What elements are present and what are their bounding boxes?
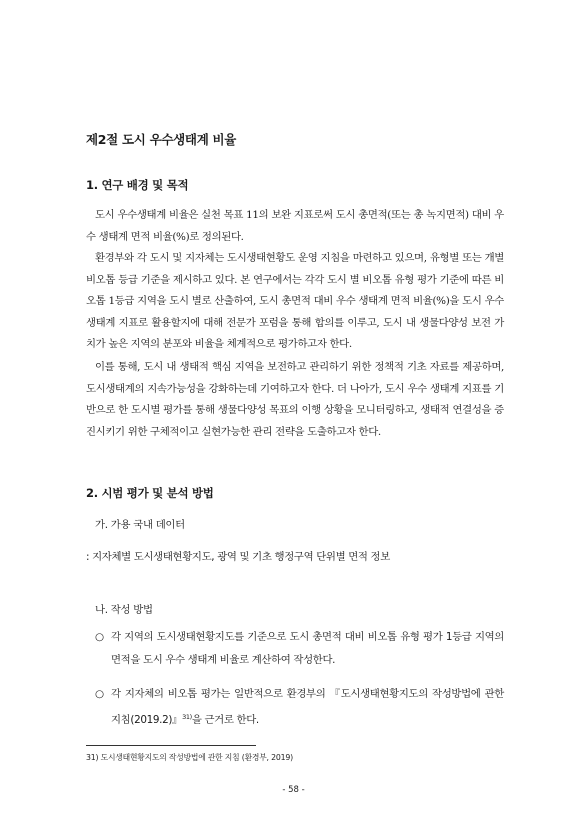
circle-bullet-icon: ○: [95, 688, 104, 700]
method-bullet-1: [95, 626, 504, 672]
section-1-paragraph-3: 이를 통해, 도시 내 생태적 핵심 지역을 보전하고 관리하기 위한 정책적 기초 자료를 제공하며, 도시생태계의 지속가능성을 강화하는데 기여하고자 한다. 더 나아가, 도시 우수 생태계 지표를 기반으로 한 도시별 평가를 통해 생물다양성 목표의 이행 상황을 모니터링하고, 생태적 연결성을 증진시키기 위한 구체적이고 실현가능한 관리 전략을 도출하고자 한다.: [86, 361, 504, 438]
footnote-31: 31) 도시생태현황지도의 작성방법에 관한 지침 (환경부, 2019): [86, 753, 294, 762]
footnote-divider: [86, 745, 256, 746]
method-bullet-2-text: [111, 683, 504, 732]
subsection-b-heading: 나. 작성 방법: [95, 604, 153, 616]
section-2-heading: 2. 시범 평가 및 분석 방법: [86, 486, 214, 500]
method-bullet-2-text-end: 을 근거로 한다.: [191, 714, 259, 726]
section-1-paragraph-2: 환경부와 각 도시 및 지자체는 도시생태현황도 운영 지침을 마련하고 있으며, 유형별 또는 개별 비오톱 등급 기준을 제시하고 있다. 본 연구에서는 각각 도시 별 비오톱 유형 평가 기준에 따른 비오톱 1등급 지역을 도시 별로 산출하여, 도시 총면적 대비 우수 생태계 면적 비율(%)을 도시 우수 생태계 지표로 활용할지에 대해 전문가 포럼을 통해 합의를 이루고, 도시 내 생물다양성 보전 가치가 높은 지역의 분포와 비율을 체계적으로 평가하고자 한다.: [86, 252, 504, 351]
section-1-paragraph-1: 도시 우수생태계 비율은 실천 목표 11의 보완 지표로써 도시 총면적(또는 총 녹지면적) 대비 우수 생태계 면적 비율(%)로 정의된다.: [86, 209, 504, 243]
available-data-line: : 지자체별 도시생태현황지도, 광역 및 기초 행정구역 단위별 면적 정보: [86, 551, 390, 563]
method-bullet-2: [95, 683, 504, 732]
section-1-heading: 1. 연구 배경 및 목적: [86, 178, 189, 192]
method-bullet-2-text-main: 각 지자체의 비오톱 평가는 일반적으로 환경부의 『도시생태현황지도의 작성방법에 관한 지침(2019.2)』: [111, 688, 504, 726]
subsection-a-heading: 가. 가용 국내 데이터: [95, 519, 185, 531]
method-bullet-1-text: 각 지역의 도시생태현황지도를 기준으로 도시 총면적 대비 비오톱 유형 평가 1등급 지역의 면적을 도시 우수 생태계 비율로 계산하여 작성한다.: [111, 631, 504, 666]
chapter-title: 제2절 도시 우수생태계 비율: [86, 132, 237, 147]
footnote-reference[interactable]: 31): [182, 713, 192, 721]
page-number: - 58 -: [282, 785, 305, 795]
circle-bullet-icon: ○: [95, 631, 104, 643]
